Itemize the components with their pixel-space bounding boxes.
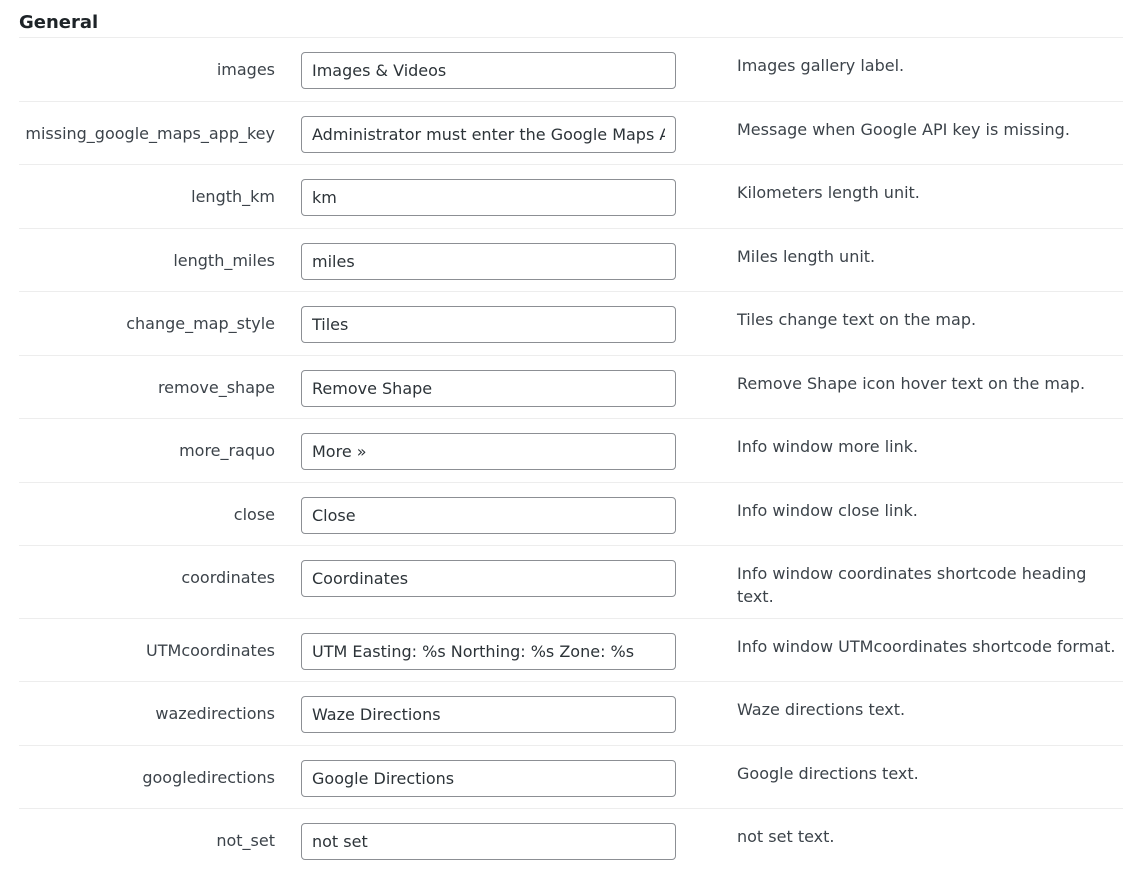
length-miles-input[interactable] bbox=[301, 243, 676, 280]
remove-shape-input[interactable] bbox=[301, 370, 676, 407]
settings-row-more-raquo bbox=[19, 418, 1123, 482]
settings-row-length-km bbox=[19, 164, 1123, 228]
setting-key-label: remove_shape bbox=[157, 378, 275, 397]
settings-row-images bbox=[19, 37, 1123, 101]
setting-key-label: change_map_style bbox=[126, 314, 275, 333]
setting-key-label: images bbox=[216, 60, 275, 79]
settings-row-missing-google-maps-app-key bbox=[19, 101, 1123, 164]
setting-description: Miles length unit. bbox=[737, 247, 876, 266]
setting-key-label: close bbox=[233, 505, 275, 524]
settings-table bbox=[19, 37, 1123, 872]
setting-key-label: missing_google_maps_app_key bbox=[25, 124, 275, 143]
setting-key-label: more_raquo bbox=[179, 441, 275, 460]
setting-key-label: wazedirections bbox=[155, 704, 275, 723]
utmcoordinates-input[interactable] bbox=[301, 633, 676, 670]
length-km-input[interactable] bbox=[301, 179, 676, 216]
setting-description: Info window more link. bbox=[737, 437, 919, 456]
setting-key-label: length_miles bbox=[173, 251, 275, 270]
setting-key-label: length_km bbox=[191, 187, 275, 206]
settings-row-coordinates bbox=[19, 545, 1123, 618]
setting-key-label: UTMcoordinates bbox=[146, 641, 275, 660]
setting-description: not set text. bbox=[737, 827, 835, 846]
change-map-style-input[interactable] bbox=[301, 306, 676, 343]
coordinates-input[interactable] bbox=[301, 560, 676, 597]
images-input[interactable] bbox=[301, 52, 676, 89]
settings-row-remove-shape bbox=[19, 355, 1123, 418]
close-input[interactable] bbox=[301, 497, 676, 534]
setting-description: Waze directions text. bbox=[737, 700, 906, 719]
setting-description: Info window coordinates shortcode heading text. bbox=[737, 564, 1087, 606]
settings-row-length-miles bbox=[19, 228, 1123, 291]
setting-description: Info window close link. bbox=[737, 501, 918, 520]
setting-description: Remove Shape icon hover text on the map. bbox=[737, 374, 1086, 393]
setting-description: Info window UTMcoordinates shortcode format. bbox=[737, 637, 1116, 656]
settings-row-close bbox=[19, 482, 1123, 545]
settings-row-wazedirections bbox=[19, 681, 1123, 745]
more-raquo-input[interactable] bbox=[301, 433, 676, 470]
settings-row-not-set bbox=[19, 808, 1123, 872]
setting-description: Tiles change text on the map. bbox=[737, 310, 977, 329]
settings-row-change-map-style bbox=[19, 291, 1123, 355]
settings-row-utmcoordinates bbox=[19, 618, 1123, 681]
setting-key-label: not_set bbox=[216, 831, 275, 850]
googledirections-input[interactable] bbox=[301, 760, 676, 797]
settings-row-googledirections bbox=[19, 745, 1123, 808]
setting-description: Images gallery label. bbox=[737, 56, 905, 75]
setting-description: Message when Google API key is missing. bbox=[737, 120, 1070, 139]
setting-description: Kilometers length unit. bbox=[737, 183, 920, 202]
section-title: General bbox=[19, 12, 99, 33]
not-set-input[interactable] bbox=[301, 823, 676, 860]
wazedirections-input[interactable] bbox=[301, 696, 676, 733]
missing-google-maps-app-key-input[interactable] bbox=[301, 116, 676, 153]
setting-description: Google directions text. bbox=[737, 764, 919, 783]
setting-key-label: googledirections bbox=[142, 768, 275, 787]
setting-key-label: coordinates bbox=[181, 568, 275, 587]
